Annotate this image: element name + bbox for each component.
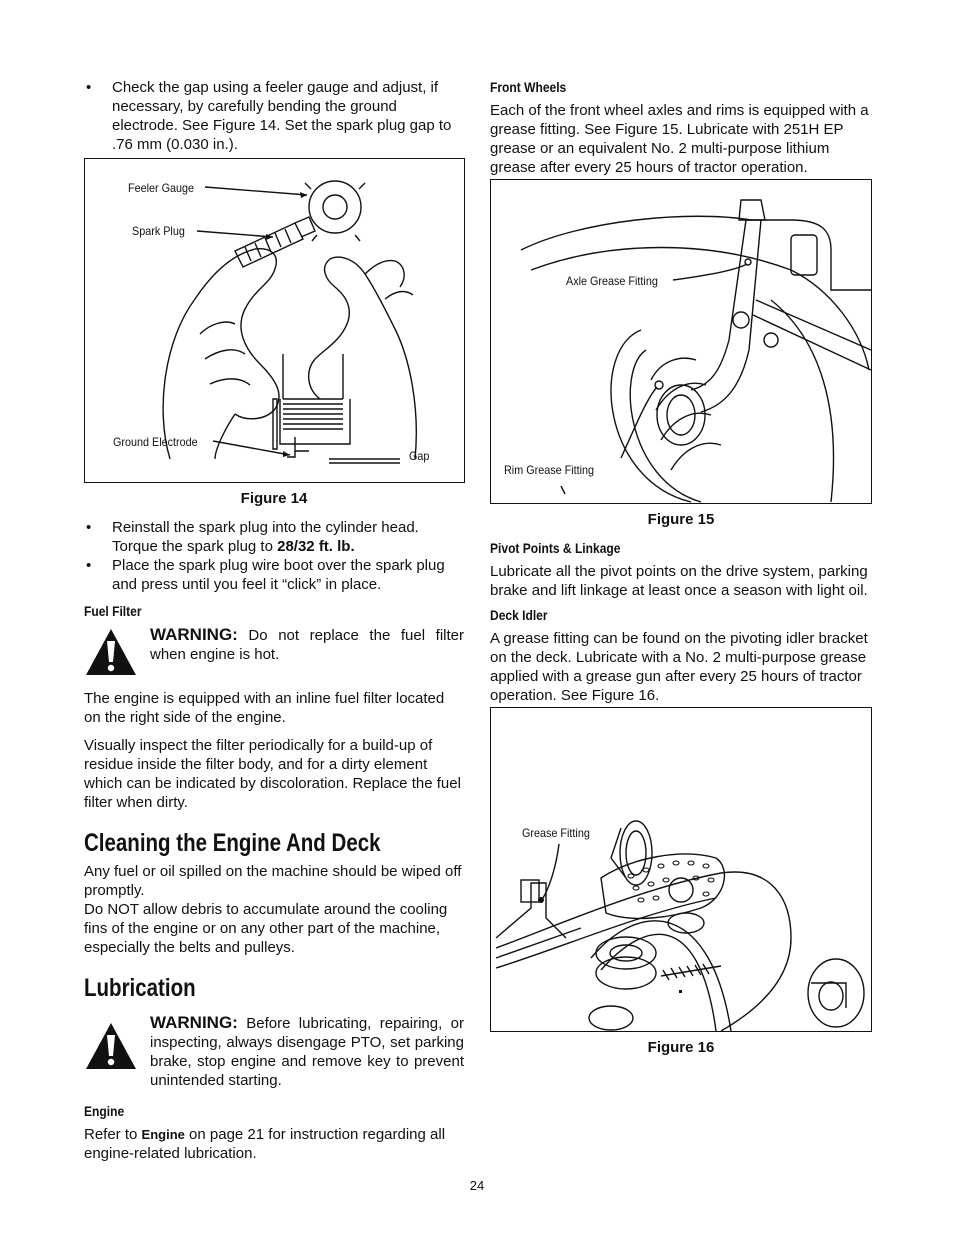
- warning-fuel-message: Do not replace the fuel filter when engine is hot.: [150, 627, 464, 663]
- deck-idler-illustration: [491, 708, 871, 1031]
- left-column: [84, 78, 464, 1169]
- bullet-reinstall: [84, 518, 464, 556]
- label-gap: Gap: [409, 449, 430, 463]
- bullet-wire-boot: • Place the spark plug wire boot over the spark plug and press until you feel it “click” in place.: [84, 556, 464, 594]
- warning-label: WARNING:: [150, 625, 238, 644]
- pivot-points-heading: Pivot Points & Linkage: [490, 540, 621, 556]
- label-rim-grease-fitting: Rim Grease Fitting: [504, 463, 595, 477]
- warning-label: WARNING:: [150, 1013, 238, 1032]
- fuel-filter-paragraph-2: Visually inspect the filter periodically for a build-up of residue inside the filter body, and for a dirty element which can be indicated by discoloration. Replace the fuel filter when dirty.: [84, 737, 461, 811]
- page-number: 24: [469, 1178, 485, 1193]
- figure-14: [84, 158, 465, 483]
- engine-paragraph: [84, 1125, 464, 1163]
- lubrication-heading: Lubrication: [84, 974, 196, 1002]
- warning-lubrication-message: Before lubricating, repairing, or inspecting, always disengage PTO, set parking brake, stop engine and remove key to prevent unintended starting.: [150, 1015, 464, 1089]
- torque-value: 28/32 ft. lb.: [277, 538, 355, 555]
- right-column: [490, 78, 872, 1067]
- pivot-points-paragraph: Lubricate all the pivot points on the drive system, parking brake and lift linkage at least once a season with light oil.: [490, 563, 868, 599]
- engine-text-pre: Refer to: [84, 1126, 142, 1143]
- warning-lubrication-text: [150, 1013, 464, 1090]
- figure-15-caption: Figure 15: [647, 511, 715, 528]
- label-axle-grease-fitting: Axle Grease Fitting: [566, 274, 658, 288]
- warning-triangle-icon: [84, 627, 138, 677]
- warning-lubrication: [84, 1013, 464, 1090]
- fuel-filter-paragraph-1: The engine is equipped with an inline fuel filter located on the right side of the engine.: [84, 690, 445, 726]
- bullet-check-gap: • Check the gap using a feeler gauge and adjust, if necessary, by carefully bending the ground electrode. See Figure 14. Set the spark plug gap to .76 mm (0.030 in.).: [84, 78, 464, 154]
- warning-triangle-icon: [84, 1021, 138, 1071]
- figure-14-caption: Figure 14: [240, 490, 308, 507]
- cleaning-paragraph-2: Do NOT allow debris to accumulate around the cooling fins of the engine or on any other part of the machine, especially the belts and pulleys.: [84, 901, 448, 956]
- label-grease-fitting: Grease Fitting: [522, 826, 590, 840]
- spark-plug-illustration: [85, 159, 464, 482]
- figure-15: [490, 179, 872, 504]
- bullet-reinstall-text: Reinstall the spark plug into the cylinder head. Torque the spark plug to: [112, 519, 419, 555]
- warning-fuel-filter-text: [150, 625, 464, 664]
- deck-idler-heading: Deck Idler: [490, 607, 548, 623]
- engine-heading: Engine: [84, 1103, 125, 1119]
- figure-16: [490, 707, 872, 1032]
- label-feeler-gauge: Feeler Gauge: [128, 181, 195, 195]
- cleaning-paragraph-1: Any fuel or oil spilled on the machine should be wiped off promptly.: [84, 863, 462, 899]
- engine-text-post: on page 21 for instruction regarding all engine-related lubrication.: [84, 1126, 446, 1162]
- cleaning-heading: Cleaning the Engine And Deck: [84, 829, 381, 857]
- warning-fuel-filter: [84, 625, 464, 677]
- fuel-filter-heading: Fuel Filter: [84, 603, 142, 619]
- front-wheels-heading: Front Wheels: [490, 79, 567, 95]
- deck-idler-paragraph: A grease fitting can be found on the pivoting idler bracket on the deck. Lubricate with a No. 2 multi-purpose grease applied with a grease gun after every 25 hours of tractor operation. See Figure 16.: [490, 630, 868, 704]
- label-spark-plug: Spark Plug: [132, 224, 185, 238]
- figure-16-caption: Figure 16: [647, 1039, 715, 1056]
- front-wheels-paragraph: Each of the front wheel axles and rims is equipped with a grease fitting. See Figure 15. Lubricate with 251H EP grease or an equivalent No. 2 multi-purpose lithium grease after every 25 hours of tractor operation.: [490, 102, 869, 176]
- label-ground-electrode: Ground Electrode: [113, 435, 198, 449]
- engine-ref: Engine: [141, 1127, 185, 1142]
- front-wheel-illustration: [491, 180, 871, 503]
